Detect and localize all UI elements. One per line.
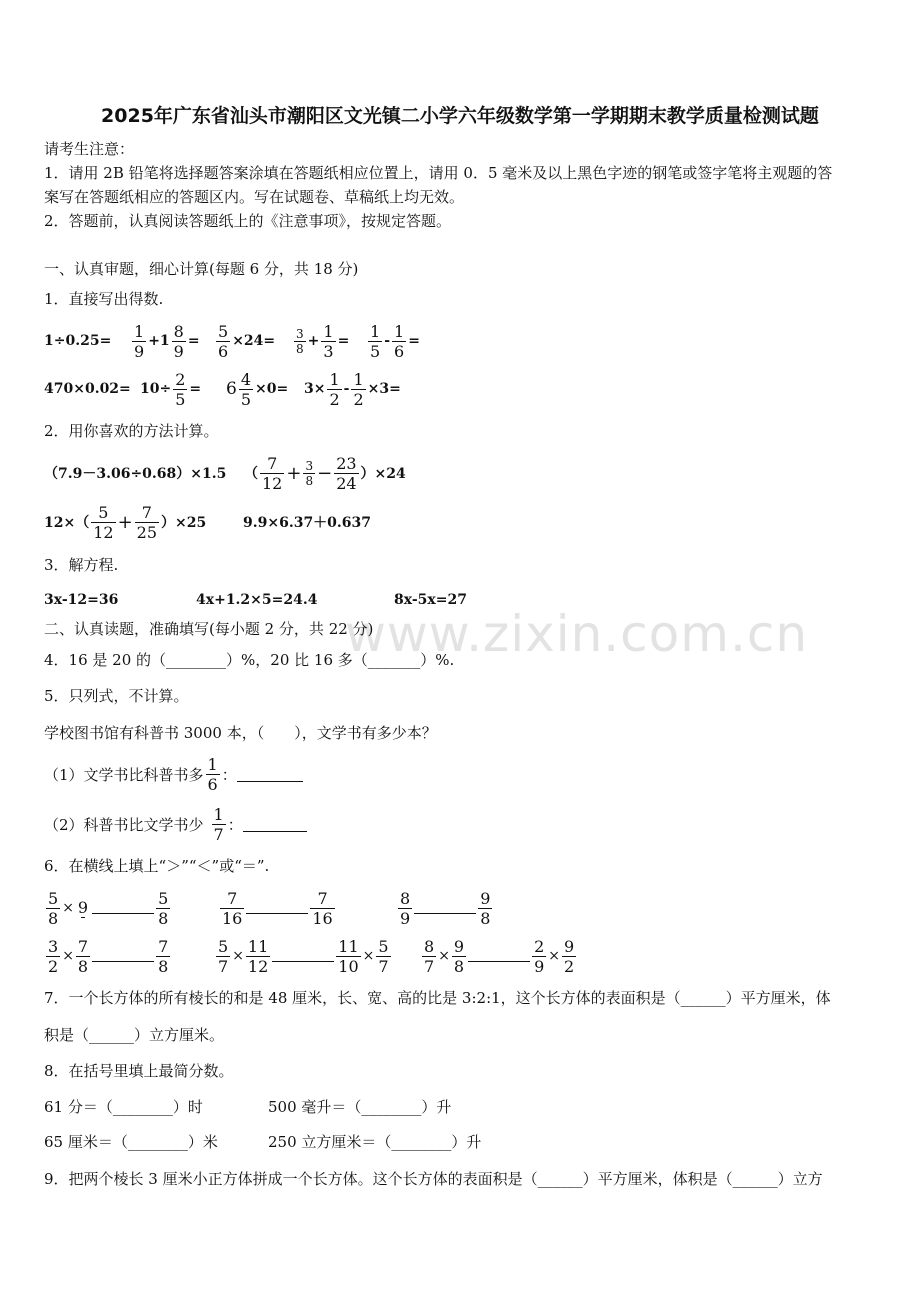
answer-blank[interactable] <box>92 903 154 914</box>
equation-2: 4x+1.2×5=24.4 <box>196 592 318 608</box>
fraction: 1 7 <box>213 804 224 844</box>
answer-blank[interactable] <box>243 817 307 832</box>
section-1-heading: 一、认真审题，细心计算(每题 6 分，共 18 分) <box>44 260 359 278</box>
fraction: $\frac{1}{2}$ <box>353 369 364 409</box>
fraction: 1 5 <box>370 321 381 361</box>
fraction: $\frac{1}{2}$ <box>329 369 340 409</box>
equation-1: 3x-12=36 <box>44 592 119 608</box>
question-5: 5．只列式，不计算。 <box>44 687 189 705</box>
fraction: 9 8 <box>480 888 491 928</box>
fraction: $\frac{4}{5}$ <box>240 369 252 409</box>
question-5-stem: 学校图书馆有科普书 3000 本，（ ），文学书有多少本？ <box>44 724 437 742</box>
calc-item: 6 $\frac{4}{5}$ ×0= <box>226 369 289 409</box>
fraction: $\frac{23}{24}$ <box>336 453 357 493</box>
section-2-heading: 二、认真读题，准确填写(每小题 2 分，共 22 分) <box>44 620 374 638</box>
answer-blank[interactable] <box>237 767 303 782</box>
fraction: $\frac{2}{5}$ <box>175 369 186 409</box>
fraction: $\frac{1}{6}$ <box>394 321 405 361</box>
answer-blank[interactable] <box>414 903 476 914</box>
calc-item: 3 8 + $\frac{1}{3}$ = <box>296 321 350 361</box>
fraction: $\frac{5}{7}$ <box>378 936 389 976</box>
fraction: 5 8 <box>158 888 169 928</box>
fraction: $\frac{8}{7}$ <box>424 936 435 976</box>
calc-item: 3× $\frac{1}{2}$ - $\frac{1}{2}$ ×3= <box>304 369 401 409</box>
question-4: 4．16 是 20 的（________）%，20 比 16 多（_______）%. <box>44 651 455 669</box>
notice-line-1b: 案写在答题纸相应的答题区内。写在试题卷、草稿纸上均无效。 <box>44 188 465 206</box>
answer-blank[interactable] <box>92 951 154 962</box>
fraction: 7 16 <box>312 888 333 928</box>
fraction: $\frac{5}{7}$ <box>218 936 229 976</box>
fraction: 1 9 <box>134 321 145 361</box>
fraction: $\frac{3}{2}$ <box>48 936 59 976</box>
question-5-part-2: （2）科普书比文学书少 1 7 ： <box>44 794 307 854</box>
fraction: $\frac{5}{8}$ <box>48 888 59 928</box>
compare-item: $\frac{5}{8}$ × 9 5 8 <box>48 888 169 928</box>
fraction: $\frac{7}{8}$ <box>77 936 89 976</box>
fraction: $\frac{11}{10}$ <box>338 936 359 976</box>
notice-heading: 请考生注意： <box>44 140 135 158</box>
question-8: 8．在括号里填上最简分数。 <box>44 1062 234 1080</box>
watermark: www.zixin.com.cn <box>345 605 809 663</box>
question-3: 3．解方程. <box>44 556 119 574</box>
calc-item: $\frac{5}{6}$ ×24= <box>218 321 276 361</box>
calc-item: 12×（ 5 12 + $\frac{7}{25}$ ）×25 <box>44 502 207 542</box>
question-6: 6．在横线上填上“＞”“＜”或“＝”. <box>44 857 270 875</box>
fraction: $\frac{11}{12}$ <box>247 936 269 976</box>
page-title: 2025年广东省汕头市潮阳区文光镇二小学六年级数学第一学期期末教学质量检测试题 <box>101 105 819 127</box>
notice-line-1a: 1．请用 2B 铅笔将选择题答案涂填在答题纸相应位置上，请用 0．5 毫米及以上黑色字迹的钢笔或签字笔将主观题的答 <box>44 164 833 182</box>
fraction: 9 <box>77 898 89 917</box>
question-8b: 500 毫升＝（________）升 <box>268 1098 452 1116</box>
compare-item: $\frac{8}{7}$ × $\frac{9}{8}$ $\frac{2}{9}$ × $\frac{9}{2}$ <box>424 936 575 976</box>
answer-blank[interactable] <box>272 951 334 962</box>
notice-line-2: 2．答题前，认真阅读答题纸上的《注意事项》，按规定答题。 <box>44 212 452 230</box>
question-5-part-1: （1）文学书比科普书多 1 6 ： <box>44 744 303 804</box>
compare-item: $\frac{3}{2}$ × $\frac{7}{8}$ 7 8 <box>48 936 169 976</box>
fraction: 7 16 <box>222 888 243 928</box>
fraction: $\frac{1}{3}$ <box>323 321 334 361</box>
fraction: $\frac{9}{2}$ <box>564 936 575 976</box>
fraction: 1 6 <box>207 754 218 794</box>
question-9: 9．把两个棱长 3 厘米小正方体拼成一个长方体。这个长方体的表面积是（______）平方厘米，体积是（______）立方 <box>44 1170 823 1188</box>
question-7a: 7．一个长方体的所有棱长的和是 48 厘米，长、宽、高的比是 3:2:1，这个长方体的表面积是（______）平方厘米，体 <box>44 989 831 1007</box>
answer-blank[interactable] <box>246 903 308 914</box>
question-2: 2．用你喜欢的方法计算。 <box>44 422 219 440</box>
calc-item: 470×0.02= <box>44 381 131 397</box>
fraction: 8 9 <box>400 888 411 928</box>
answer-blank[interactable] <box>468 951 530 962</box>
fraction: 3 8 <box>296 326 304 356</box>
calc-item: 9.9×6.37＋0.637 <box>243 515 372 531</box>
fraction: $\frac{5}{6}$ <box>218 321 229 361</box>
fraction: $\frac{8}{9}$ <box>173 321 184 361</box>
calc-item: （ 7 12 + $\frac{3}{8}$ − $\frac{23}{24}$ ）×24 <box>244 453 406 493</box>
fraction: $\frac{3}{8}$ <box>305 458 314 488</box>
question-8a: 61 分＝（________）时 <box>44 1098 203 1116</box>
calc-item: 1÷0.25= <box>44 333 112 349</box>
calc-item: 10÷ $\frac{2}{5}$ = <box>140 369 202 409</box>
question-7b: 积是（______）立方厘米。 <box>44 1026 225 1044</box>
fraction: $\frac{2}{9}$ <box>534 936 545 976</box>
fraction: 7 8 <box>158 936 169 976</box>
compare-item: $\frac{5}{7}$ × $\frac{11}{12}$ $\frac{11}{10}$ × $\frac{5}{7}$ <box>218 936 389 976</box>
fraction: 5 12 <box>93 502 114 542</box>
fraction: $\frac{7}{25}$ <box>136 502 158 542</box>
calc-item: （7.9－3.06÷0.68）×1.5 <box>44 466 227 482</box>
calc-item: 1 9 + 1 $\frac{8}{9}$ = <box>134 321 200 361</box>
question-8c: 65 厘米＝（________）米 <box>44 1133 218 1151</box>
fraction: $\frac{9}{8}$ <box>453 936 465 976</box>
fraction: 7 12 <box>262 453 283 493</box>
calc-item: 1 5 - $\frac{1}{6}$ = <box>370 321 420 361</box>
equation-3: 8x-5x=27 <box>394 592 467 608</box>
question-1: 1．直接写出得数. <box>44 290 164 308</box>
question-8d: 250 立方厘米＝（________）升 <box>268 1133 482 1151</box>
